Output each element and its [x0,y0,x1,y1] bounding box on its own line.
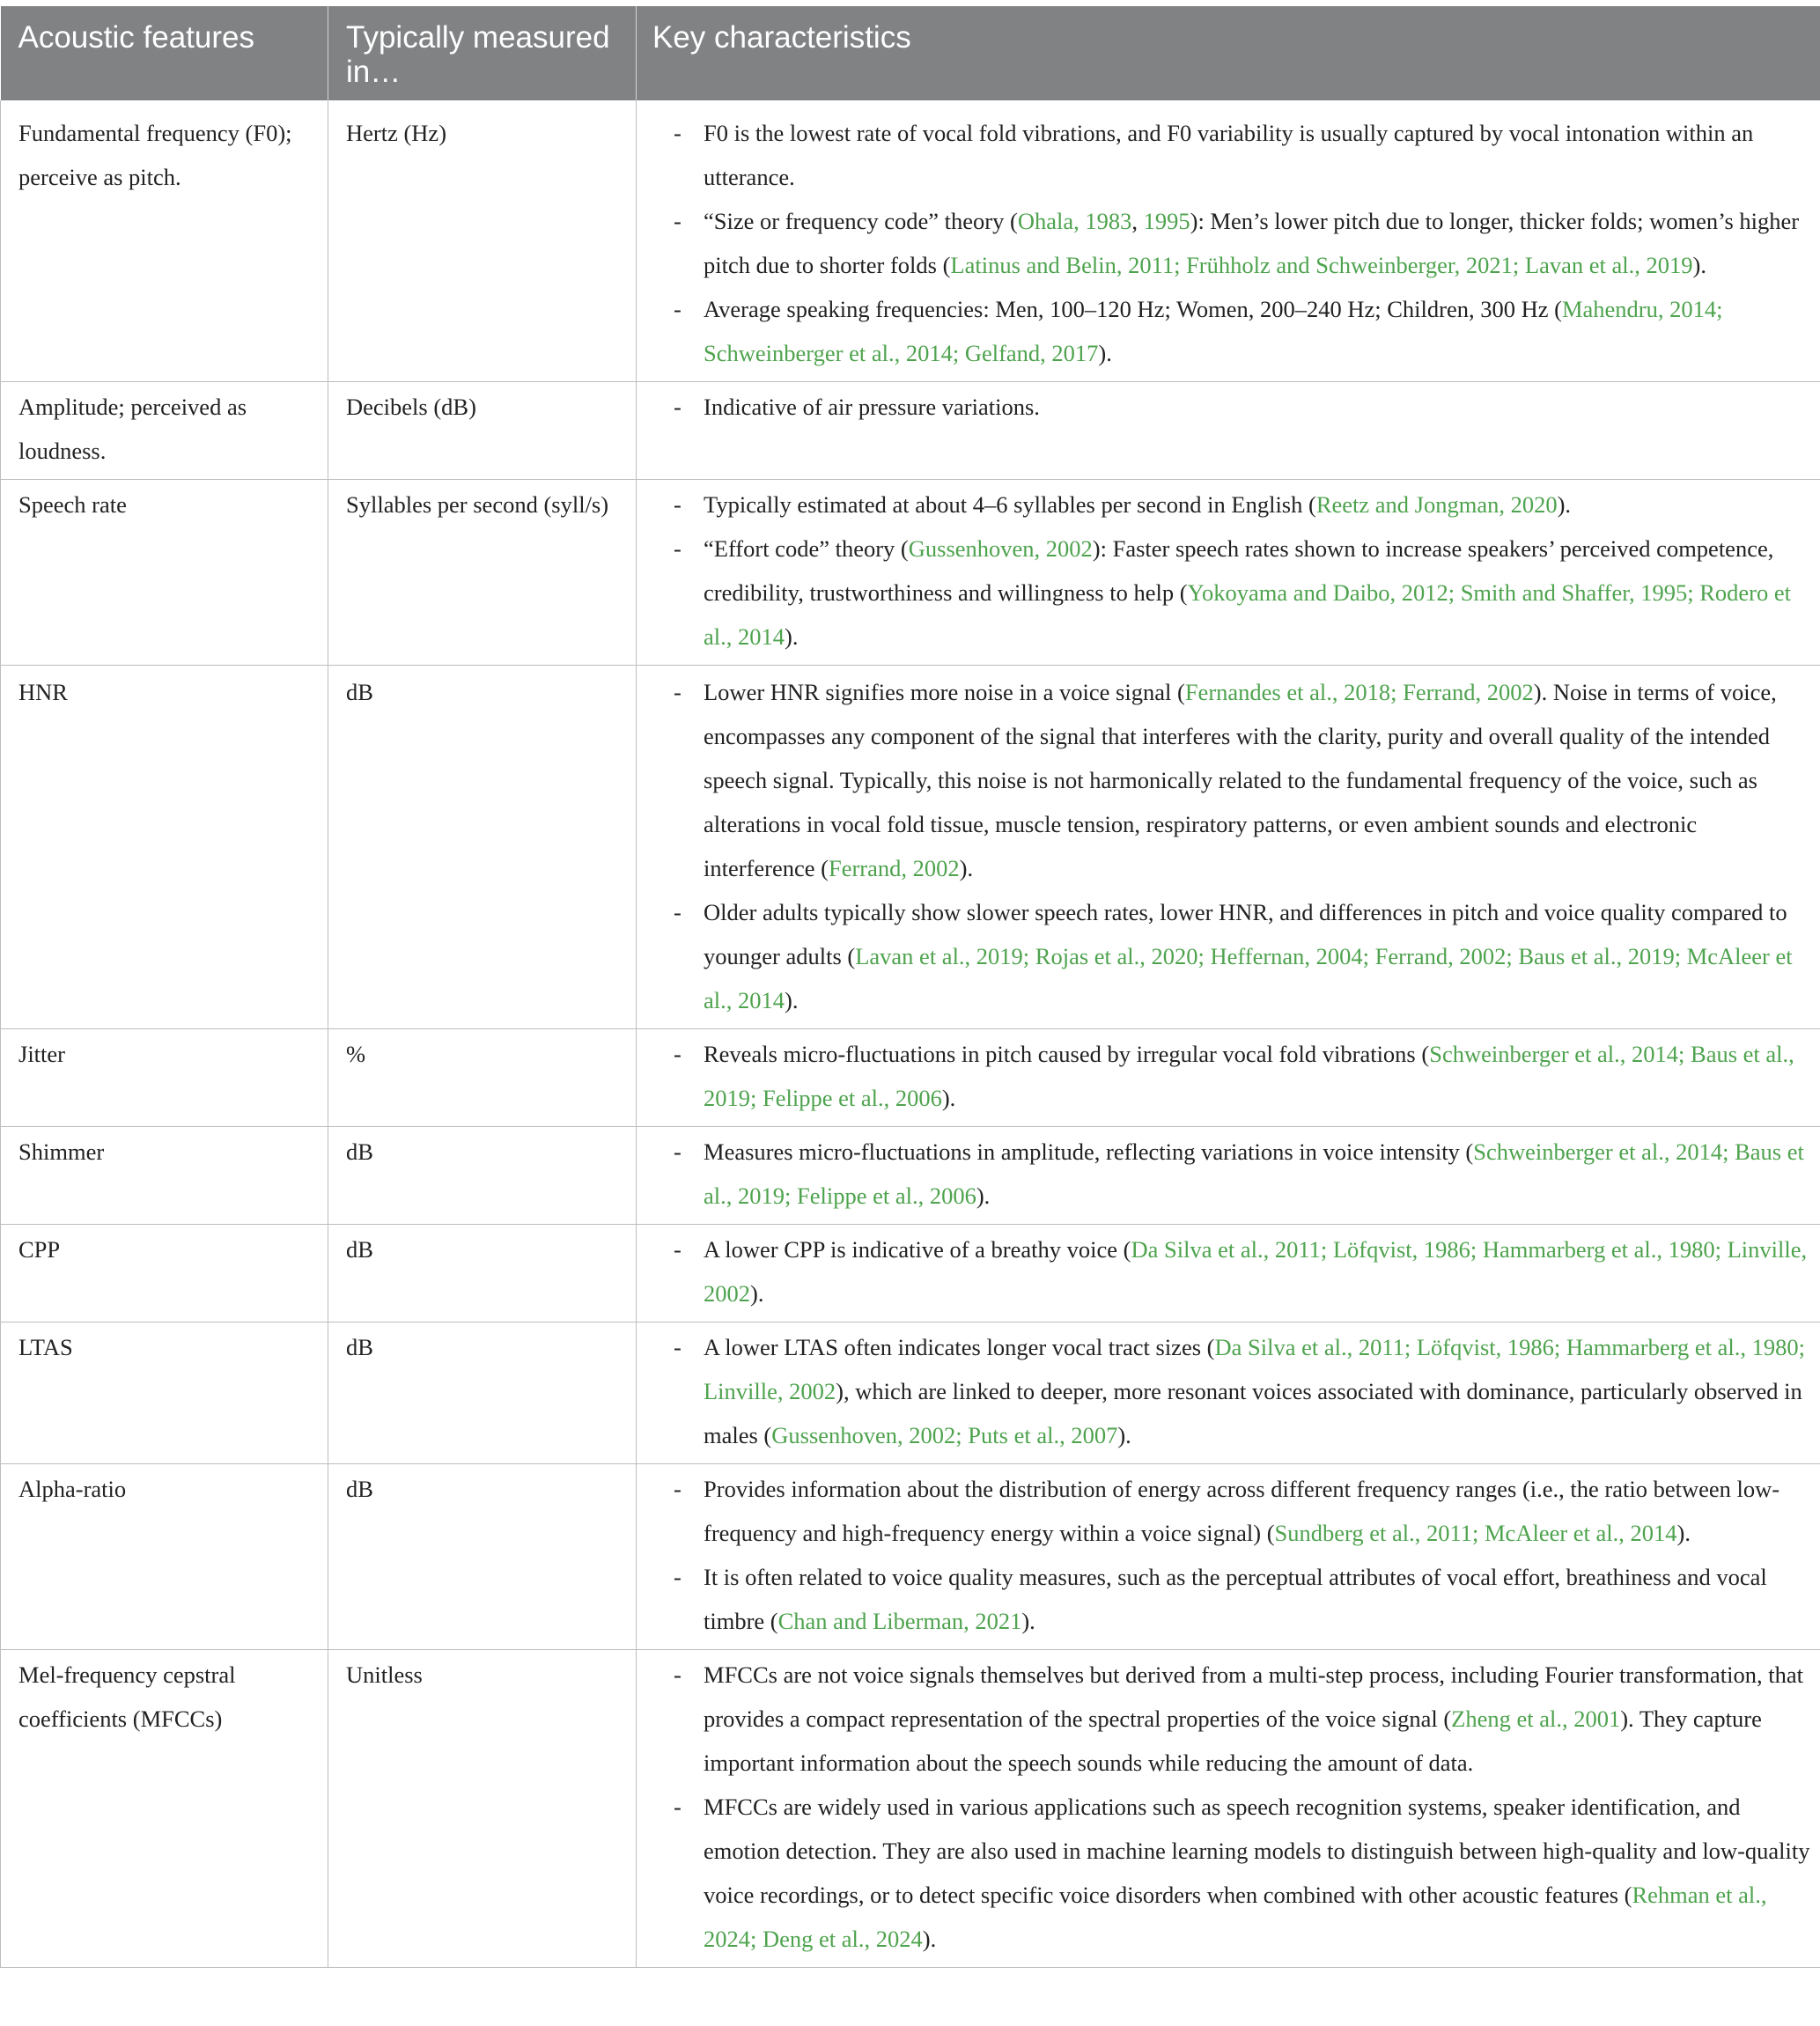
point-text: ). [922,1926,937,1952]
characteristics-cell [637,1322,1820,1464]
point-text: ): Men’s lower pitch due to longer, thicker folds; women’s higher pitch due to shorter folds ( [704,208,1800,278]
point-text: ), which are linked to deeper, more resonant voices associated with dominance, particularly observed in males ( [704,1378,1802,1448]
header-typically-measured-in: Typically measured in… [328,6,637,100]
citation-link[interactable]: Chan and Liberman, 2021 [777,1608,1022,1634]
table-row [1,1464,1820,1650]
characteristics-list [670,1653,1811,1961]
citation-link[interactable]: Latinus and Belin, 2011; Frühholz and Schweinberger, 2021; Lavan et al., 2019 [950,252,1693,278]
point-text: ). [1117,1422,1131,1448]
characteristics-cell [637,1225,1820,1322]
characteristics-cell [637,1464,1820,1650]
citation-link[interactable]: Gussenhoven, 2002 [908,535,1093,562]
unit-cell: Hertz (Hz) [328,100,637,382]
citation-link[interactable]: Ferrand, 2002 [828,855,960,881]
point-text: F0 is the lowest rate of vocal fold vibrations, and F0 variability is usually captured by vocal intonation within an utterance. [704,120,1754,190]
header-acoustic-features: Acoustic features [1,6,328,100]
citation-link[interactable]: Da Silva et al., 2011; Löfqvist, 1986; Hammarberg et al., 1980; Linville, 2002 [704,1236,1808,1307]
table-row [1,480,1820,666]
unit-cell: dB [328,1464,637,1650]
citation-link[interactable]: Zheng et al., 2001 [1451,1706,1621,1732]
point-text: A lower LTAS often indicates longer vocal tract sizes ( [704,1334,1215,1360]
characteristics-list [670,1032,1811,1120]
point-text: Measures micro-fluctuations in amplitude, reflecting variations in voice intensity ( [704,1138,1474,1165]
point-text: ). [1692,252,1706,278]
citation-link[interactable]: Reetz and Jongman, 2020 [1315,491,1558,518]
unit-cell: Decibels (dB) [328,382,637,480]
citation-link[interactable]: Yokoyama and Daibo, 2012; Smith and Shaffer, 1995; Rodero et al., 2014 [704,579,1791,650]
point-text: ). [750,1280,764,1307]
citation-link[interactable]: Lavan et al., 2019; Rojas et al., 2020; Heffernan, 2004; Ferrand, 2002; Baus et al., 2019; McAleer et al., 2014 [704,943,1793,1013]
characteristics-list [670,1130,1811,1218]
characteristic-point [670,1653,1811,1785]
characteristics-cell [637,1650,1820,1968]
feature-cell: HNR [1,666,328,1029]
table-row [1,382,1820,480]
citation-link[interactable]: Schweinberger et al., 2014; Baus et al., 2019; Felippe et al., 2006 [704,1041,1794,1111]
citation-link[interactable]: Schweinberger et al., 2014; Baus et al., 2019; Felippe et al., 2006 [704,1138,1804,1209]
characteristics-list [670,670,1811,1022]
characteristic-point [670,527,1811,659]
point-text: ). [976,1182,991,1209]
point-text: It is often related to voice quality measures, such as the perceptual attributes of vocal effort, breathiness and vocal timbre ( [704,1564,1767,1634]
feature-cell: Mel-frequency cepstral coefficients (MFCCs) [1,1650,328,1968]
header-key-characteristics: Key characteristics [637,6,1820,100]
point-text: Lower HNR signifies more noise in a voice signal ( [704,679,1185,705]
characteristics-cell [637,100,1820,382]
feature-cell: Alpha-ratio [1,1464,328,1650]
citation-link[interactable]: Da Silva et al., 2011; Löfqvist, 1986; Hammarberg et al., 1980; Linville, 2002 [704,1334,1805,1404]
feature-cell: LTAS [1,1322,328,1464]
point-text: ). [1557,491,1572,518]
point-text: “Effort code” theory ( [704,535,909,562]
citation-link[interactable]: 1995 [1143,208,1190,234]
table-row [1,1225,1820,1322]
unit-cell: dB [328,666,637,1029]
point-text: Older adults typically show slower speech rates, lower HNR, and differences in pitch and voice quality compared to younger adults ( [704,899,1787,969]
point-text: “Size or frequency code” theory ( [704,208,1018,234]
characteristic-point [670,1467,1811,1555]
characteristics-cell [637,1029,1820,1127]
citation-link[interactable]: Rehman et al., 2024; Deng et al., 2024 [704,1882,1767,1952]
characteristics-cell [637,382,1820,480]
feature-cell: Jitter [1,1029,328,1127]
characteristic-point [670,483,1811,527]
characteristic-point [670,1785,1811,1961]
characteristics-list [670,385,1811,429]
characteristics-list [670,111,1811,375]
unit-cell: Syllables per second (syll/s) [328,480,637,666]
characteristic-point [670,1130,1811,1218]
point-text: Indicative of air pressure variations. [704,394,1040,420]
characteristic-point [670,1227,1811,1315]
characteristic-point [670,890,1811,1022]
feature-cell: Amplitude; perceived as loudness. [1,382,328,480]
table-row [1,100,1820,382]
characteristics-cell [637,480,1820,666]
point-text: , [1131,208,1144,234]
feature-cell: Shimmer [1,1127,328,1225]
unit-cell: dB [328,1225,637,1322]
point-text: ). [785,987,799,1013]
unit-cell: Unitless [328,1650,637,1968]
citation-link[interactable]: Fernandes et al., 2018; Ferrand, 2002 [1184,679,1534,705]
point-text: Average speaking frequencies: Men, 100–120 Hz; Women, 200–240 Hz; Children, 300 Hz ( [704,296,1562,322]
point-text: MFCCs are widely used in various applications such as speech recognition systems, speaker identification, and emotion detection. They are also used in machine learning models to distinguish between high-quality and low-quality voice recordings, or to detect specific voice disorders when combined with other acoustic features ( [704,1794,1810,1908]
citation-link[interactable]: Sundberg et al., 2011; McAleer et al., 2014 [1274,1520,1677,1546]
characteristic-point [670,287,1811,375]
point-text: ). [959,855,974,881]
feature-cell: Fundamental frequency (F0); perceive as pitch. [1,100,328,382]
citation-link[interactable]: Mahendru, 2014; Schweinberger et al., 2014; Gelfand, 2017 [704,296,1723,366]
point-text: ). [1098,340,1112,366]
table-row [1,1127,1820,1225]
feature-cell: CPP [1,1225,328,1322]
point-text: ). [1021,1608,1035,1634]
point-text: ). Noise in terms of voice, encompasses any component of the signal that interferes with the clarity, purity and overall quality of the intended speech signal. Typically, this noise is not harmonically related to the fundamental frequency of the voice, such as alterations in vocal fold tissue, muscle tension, respiratory patterns, or even ambient sounds and electronic interference ( [704,679,1777,881]
point-text: Reveals micro-fluctuations in pitch caused by irregular vocal fold vibrations ( [704,1041,1430,1067]
unit-cell: dB [328,1127,637,1225]
point-text: ). [941,1085,956,1111]
table-row [1,1322,1820,1464]
citation-link[interactable]: Gussenhoven, 2002; Puts et al., 2007 [771,1422,1118,1448]
characteristics-list [670,1467,1811,1643]
point-text: Provides information about the distribution of energy across different frequency ranges (i.e., the ratio between low-frequency and high-frequency energy within a voice signal) ( [704,1476,1780,1546]
table-row [1,666,1820,1029]
table-row [1,1650,1820,1968]
characteristic-point [670,1555,1811,1643]
point-text: ): Faster speech rates shown to increase speakers’ perceived competence, credibility, trustworthiness and willingness to help ( [704,535,1774,606]
point-text: ). [1676,1520,1691,1546]
point-text: ). [785,623,799,650]
characteristics-cell [637,1127,1820,1225]
feature-cell: Speech rate [1,480,328,666]
characteristic-point [670,199,1811,287]
table-header [1,6,1820,100]
characteristic-point [670,385,1811,429]
characteristics-list [670,1325,1811,1457]
table-row [1,1029,1820,1127]
characteristics-cell [637,666,1820,1029]
unit-cell: dB [328,1322,637,1464]
characteristics-list [670,483,1811,659]
table-body [1,100,1820,1968]
characteristic-point [670,1325,1811,1457]
point-text: Typically estimated at about 4–6 syllables per second in English ( [704,491,1316,518]
characteristics-list [670,1227,1811,1315]
acoustic-features-table [0,6,1820,1968]
characteristic-point [670,670,1811,890]
characteristic-point [670,1032,1811,1120]
point-text: A lower CPP is indicative of a breathy voice ( [704,1236,1131,1263]
point-text: MFCCs are not voice signals themselves but derived from a multi-step process, including Fourier transformation, that provides a compact representation of the spectral properties of the voice signal ( [704,1661,1803,1732]
header-row [1,6,1820,100]
characteristic-point [670,111,1811,199]
unit-cell: % [328,1029,637,1127]
point-text: ). They capture important information about the speech sounds while reducing the amount of data. [704,1706,1762,1776]
citation-link[interactable]: Ohala, 1983 [1017,208,1132,234]
